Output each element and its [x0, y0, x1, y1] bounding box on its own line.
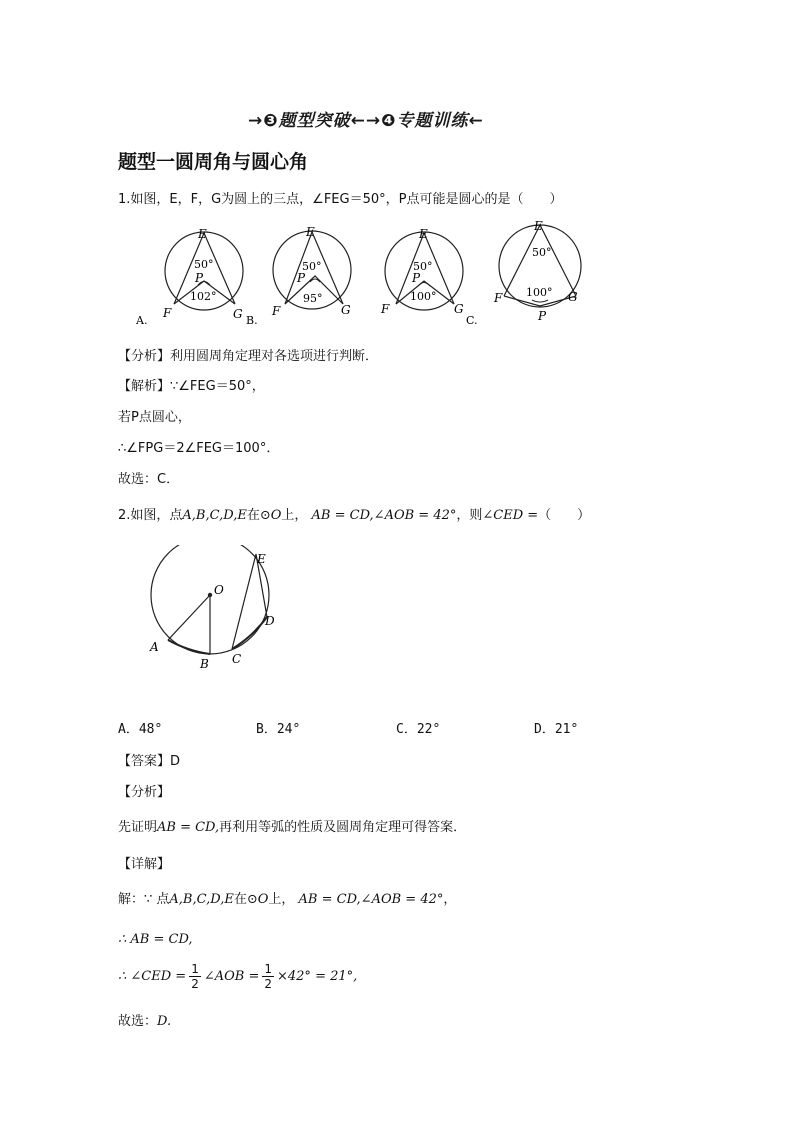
label-g: G — [454, 302, 464, 316]
detail-l1-condition: AB = CD,∠AOB = 42° — [298, 892, 444, 907]
q1-figures — [130, 218, 590, 330]
figure-a — [135, 227, 243, 327]
figure-d — [493, 219, 581, 323]
label-p: P — [412, 271, 421, 285]
label-f: F — [163, 306, 172, 320]
q1-solution-line2: 若P点圆心， — [118, 410, 191, 425]
option-label: B. — [246, 314, 258, 327]
q2-analysis-title: 【分析】 — [118, 785, 171, 800]
label-g: G — [568, 290, 578, 304]
q2-stem-on: 上， — [281, 508, 308, 523]
label-p: P — [538, 309, 547, 323]
label-p: P — [195, 271, 204, 285]
detail-l1-end: ， — [443, 892, 457, 907]
label-e: E — [306, 225, 315, 239]
q2-stem-circle: ⊙O — [259, 508, 282, 523]
q2-stem-ask: ∠CED = — [482, 508, 539, 523]
q2-option-d: D．21° — [534, 722, 579, 737]
q2-detail-line2: ∴ AB = CD, — [118, 932, 193, 947]
label-p: P — [297, 271, 306, 285]
angle-e: 50° — [532, 246, 552, 259]
q2-stem-then: ，则 — [456, 508, 483, 523]
q2-option-a: A．48° — [118, 722, 163, 737]
angle-p: 102° — [190, 290, 217, 303]
option-label: A. — [136, 314, 148, 327]
fraction-half-1 — [189, 962, 201, 991]
q2-figure — [140, 545, 290, 675]
fraction-half-2 — [262, 962, 274, 991]
q2-stem-pre: 2.如图，点 — [118, 508, 183, 523]
q2-analysis — [118, 816, 466, 835]
q2-option-c: C．22° — [396, 722, 441, 737]
q2-stem-points: A,B,C,D,E — [182, 508, 247, 523]
label-d: D — [265, 614, 275, 628]
detail-l3-a: ∴ ∠CED = — [118, 969, 187, 984]
label-a: A — [150, 640, 159, 654]
detail-l1-on: 上， — [268, 892, 295, 907]
angle-p: 95° — [303, 292, 323, 305]
detail-l1-pre: 解：∵ 点 — [118, 892, 170, 907]
detail-l4-answer: D. — [157, 1014, 172, 1029]
q1-solution-line1: 【解析】∵∠FEG＝50°， — [118, 379, 265, 394]
q2-stem-condition: AB = CD,∠AOB = 42° — [311, 508, 457, 523]
q2-analysis-math: AB = CD, — [157, 820, 220, 835]
q1-stem: 1.如图，E，F，G为圆上的三点，∠FEG＝50°，P点可能是圆心的是（ ） — [118, 192, 563, 207]
q2-detail-title: 【详解】 — [118, 857, 171, 872]
angle-p: 100° — [410, 290, 437, 303]
q1-solution-line4: 故选：C． — [118, 472, 180, 487]
label-e: E — [198, 227, 207, 241]
detail-l1-circle: ⊙O — [246, 892, 269, 907]
angle-e: 50° — [194, 258, 214, 271]
section-title: 题型一圆周角与圆心角 — [118, 151, 309, 173]
label-g: G — [233, 307, 243, 321]
q1-analysis: 【分析】利用圆周角定理对各选项进行判断． — [118, 349, 379, 364]
q2-detail-line3 — [118, 962, 357, 991]
detail-l4-pre: 故选： — [118, 1014, 158, 1029]
angle-e: 50° — [302, 260, 322, 273]
angle-p: 100° — [526, 286, 553, 299]
label-c: C — [232, 652, 242, 666]
q2-analysis-rest: 再利用等弧的性质及圆周角定理可得答案． — [219, 820, 467, 835]
q1-solution-line3: ∴∠FPG＝2∠FEG＝100°． — [118, 441, 280, 456]
label-e: E — [534, 219, 543, 233]
q2-option-b: B．24° — [256, 722, 301, 737]
label-e: E — [419, 227, 428, 241]
q2-stem — [118, 504, 590, 523]
q2-detail-line4 — [118, 1010, 171, 1029]
label-g: G — [341, 303, 351, 317]
q2-detail-line1 — [118, 888, 456, 907]
label-b: B — [200, 657, 209, 671]
frac-denominator: 2 — [264, 977, 272, 991]
label-f: F — [272, 304, 281, 318]
q2-stem-in: 在 — [246, 508, 260, 523]
section-banner: →❸题型突破←→❹专题训练← — [248, 111, 484, 131]
label-o: O — [214, 583, 224, 597]
figure-b — [246, 225, 351, 327]
frac-numerator: 1 — [191, 962, 199, 976]
frac-numerator: 1 — [264, 962, 272, 976]
detail-l1-points: A,B,C,D,E — [169, 892, 234, 907]
q2-analysis-pre: 先证明 — [118, 820, 158, 835]
frac-denominator: 2 — [191, 977, 199, 991]
label-f: F — [494, 291, 503, 305]
label-f: F — [381, 302, 390, 316]
detail-l1-in: 在 — [233, 892, 247, 907]
label-e: E — [257, 552, 266, 566]
detail-l3-c: ×42° = 21°, — [277, 969, 358, 984]
figure-c — [380, 227, 478, 327]
angle-e: 50° — [413, 260, 433, 273]
detail-l3-b: ∠AOB = — [203, 969, 260, 984]
q2-stem-paren: （ ） — [538, 508, 591, 523]
q2-answer: 【答案】D — [118, 754, 181, 769]
option-label: C. — [466, 314, 478, 327]
